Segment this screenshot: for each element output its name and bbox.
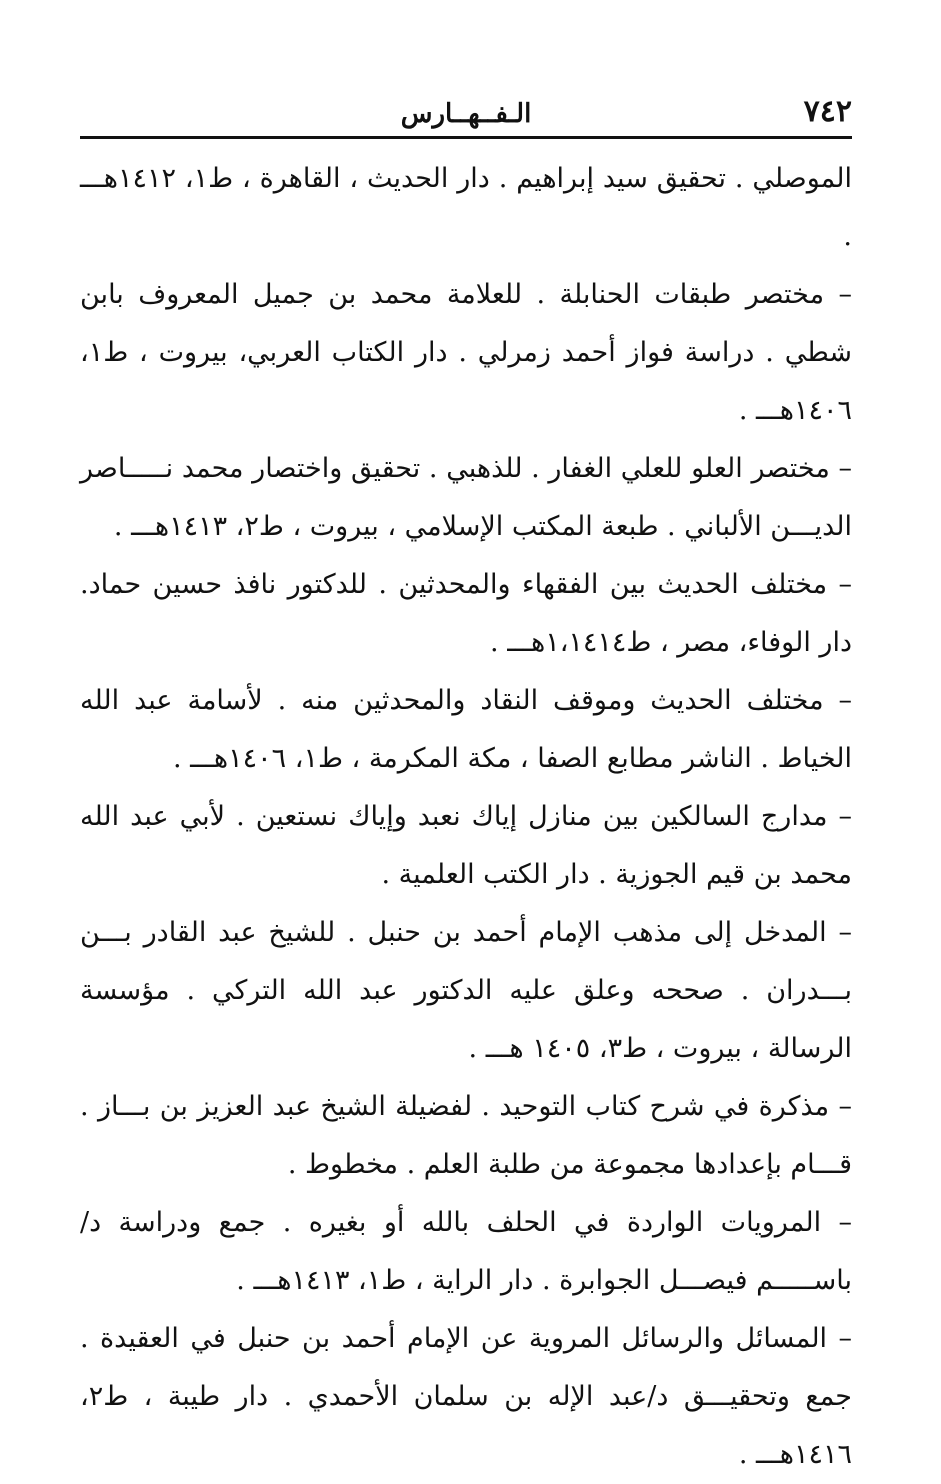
bibliography-entry: – المسائل والرسائل المروية عن الإمام أحمد بن حنبل في العقيدة . جمع وتحقيـــق د/عبد الإله بن سلمان الأحمدي . دار طيبة ، ط٢، ١٤١٦هـــ .	[80, 1323, 852, 1470]
header-rule	[80, 136, 852, 139]
page-number: ٧٤٢	[803, 94, 852, 129]
bibliography-entry: – مختلف الحديث بين الفقهاء والمحدثين . للدكتور نافذ حسين حماد. دار الوفاء، مصر ، ط١،١٤١٤هـــ .	[80, 569, 852, 658]
bibliography-list	[80, 150, 852, 1484]
bibliography-entry: – مدارج السالكين بين منازل إياك نعبد وإياك نستعين . لأبي عبد الله محمد بن قيم الجوزية . دار الكتب العلمية .	[80, 801, 852, 890]
bibliography-entry: الموصلي . تحقيق سيد إبراهيم . دار الحديث ، القاهرة ، ط١، ١٤١٢هـــ .	[80, 163, 853, 252]
bibliography-entry: – المدخل إلى مذهب الإمام أحمد بن حنبل . للشيخ عبد القادر بـــن بـــدران . صححه وعلق عليه الدكتور عبد الله التركي . مؤسسة الرسالة ، بيروت ، ط٣، ١٤٠٥ هـــ .	[80, 917, 852, 1064]
header-title: الـفــهــارس	[400, 99, 532, 129]
bibliography-entry: – مذكرة في شرح كتاب التوحيد . لفضيلة الشيخ عبد العزيز بن بـــاز . قـــام بإعدادها مجموعة من طلبة العلم . مخطوط .	[80, 1091, 852, 1180]
bibliography-entry: – مختلف الحديث وموقف النقاد والمحدثين منه . لأسامة عبد الله الخياط . الناشر مطابع الصفا ، مكة المكرمة ، ط١، ١٤٠٦هـــ .	[80, 685, 852, 774]
bibliography-entry: – مختصر طبقات الحنابلة . للعلامة محمد بن جميل المعروف بابن شطي . دراسة فواز أحمد زمرلي . دار الكتاب العربي، بيروت ، ط١، ١٤٠٦هـــ .	[80, 279, 852, 426]
running-header	[80, 92, 852, 136]
bibliography-entry: – المرويات الواردة في الحلف بالله أو بغيره . جمع ودراسة د/ باســـــم فيصـــل الجوابرة . دار الراية ، ط١، ١٤١٣هـــ .	[80, 1207, 852, 1296]
bibliography-entry: – مختصر العلو للعلي الغفار . للذهبي . تحقيق واختصار محمد نـــــاصر الديـــن الألباني . طبعة المكتب الإسلامي ، بيروت ، ط٢، ١٤١٣هـــ .	[80, 453, 852, 542]
